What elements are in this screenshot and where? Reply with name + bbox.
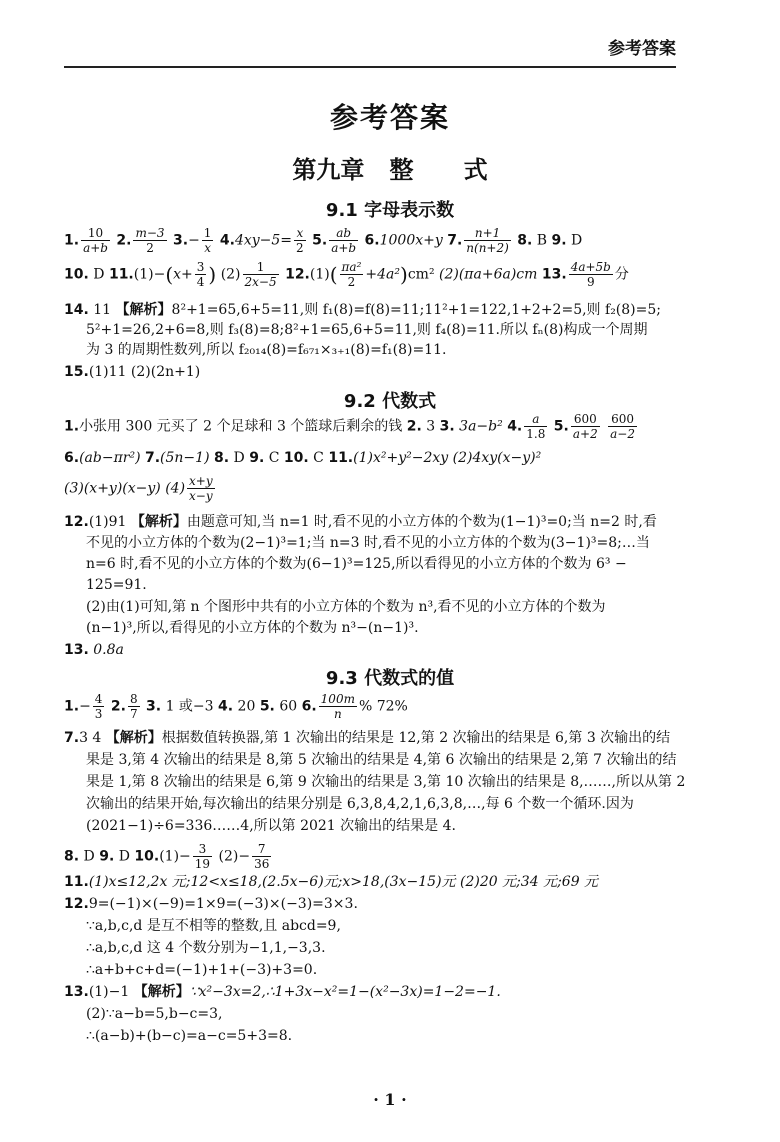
answer-line: 125=91. [86,577,147,593]
answer-line: n=6 时,看不见的小立方体的个数为(6−1)³=125,所以看得见的小立方体的个数为 6³ − [86,556,627,572]
answer-line: ∴a+b+c+d=(−1)+1+(−3)+3=0. [86,962,318,978]
answer-line: 15.(1)11 (2)(2n+1) [64,364,201,380]
header-label: 参考答案 [608,39,676,59]
answer-line: 不见的小立方体的个数为(2−1)³=1;当 n=3 时,看不见的小立方体的个数为(3−1)³=8;…当 [86,535,650,551]
answer-line: 1. $\frac{10}{a+b}$ 2. $\frac{m-3}{2}$ 3.− $\frac{1}{x}$ 4.4xy−5= $\frac{x}{2}$ 5. $\frac{ab}{a+b}$ 6.1000x+y 7. $\frac{n+1}{n(n+2)}$ 8. B 9. D [64,226,583,255]
answer-line: 6.(ab−πr²) 7.(5n−1) 8. D 9. C 10. C 11.(1)x²+y²−2xy (2)4xy(x−y)² [64,450,542,466]
answer-line: 7.3 4 【解析】根据数值转换器,第 1 次输出的结果是 12,第 2 次输出的结果是 6,第 3 次输出的结 [64,730,671,746]
page-number: · 1 · [373,1090,407,1109]
answer-line: ∵a,b,c,d 是互不相等的整数,且 abcd=9, [86,918,341,934]
answer-line: 5²+1=26,2+6=8,则 f₃(8)=8;8²+1=65,6+5=11,则 f₄(8)=11.所以 fₙ(8)构成一个周期 [86,322,648,338]
answer-line: (2021−1)÷6=336……4,所以第 2021 次输出的结果是 4. [86,818,456,834]
answer-line: 14. 11 【解析】8²+1=65,6+5=11,则 f₁(8)=f(8)=11;11²+1=122,1+2+2=5,则 f₂(8)=5; [64,302,661,318]
answer-line: (2)∵a−b=5,b−c=3, [86,1006,223,1022]
answer-line: 11.(1)x≤12,2x 元;12<x≤18,(2.5x−6)元;x>18,(3x−15)元 (2)20 元;34 元;69 元 [64,874,599,890]
answer-line: 13.(1)−1 【解析】∵x²−3x=2,∴1+3x−x²=1−(x²−3x)=1−2=−1. [64,984,501,1000]
section-title-9-1: 9.1 字母表示数 [325,200,455,221]
section-title-9-3: 9.3 代数式的值 [325,668,455,689]
answer-line: 12.(1)91 【解析】由题意可知,当 n=1 时,看不见的小立方体的个数为(1−1)³=0;当 n=2 时,看 [64,514,657,530]
page-title: 参考答案 [329,101,450,134]
answer-line: 为 3 的周期性数列,所以 f₂₀₁₄(8)=f₆₇₁×₃₊₁(8)=f₁(8)=11. [86,342,447,358]
answer-line: (2)由(1)可知,第 n 个图形中共有的小立方体的个数为 n³,看不见的小立方体的个数为 [86,599,606,615]
answer-line: 10. D 11.(1)−(x+ $\frac{3}{4}$ ) (2) $\frac{1}{2x-5}$ 12.(1)( $\frac{\text{πa²}}{2}$ +4a²)cm² (2)(πa+6a)cm 13. $\frac{4a+5b}{9}$ 分 [64,260,629,289]
answer-line: ∴(a−b)+(b−c)=a−c=5+3=8. [86,1028,293,1044]
answer-line: 8. D 9. D 10.(1)− $\frac{3}{19}$ (2)− $\frac{7}{36}$ [64,842,270,871]
answer-line: 果是 3,第 4 次输出的结果是 8,第 5 次输出的结果是 4,第 6 次输出的结果是 2,第 7 次输出的结 [86,752,677,768]
answer-line: 果是 1,第 8 次输出的结果是 6,第 9 次输出的结果是 3,第 10 次输出的结果是 8,……,所以从第 2 [86,774,686,790]
answer-line: 13. 0.8a [64,642,124,658]
answer-line: 12.9=(−1)×(−9)=1×9=(−3)×(−3)=3×3. [64,896,358,912]
answer-line: 次输出的结果开始,每次输出的结果分别是 6,3,8,4,2,1,6,3,8,…,每 6 个数一个循环.因为 [86,796,634,812]
chapter-title: 第九章 整 式 [292,156,488,184]
answer-line: 1.− $\frac{4}{3}$ 2. $\frac{8}{7}$ 3. 1 或−3 4. 20 5. 60 6. $\frac{100m}{n}$ % 72% [64,692,408,721]
answer-line: 1.小张用 300 元买了 2 个足球和 3 个篮球后剩余的钱 2. 3 3. 3a−b² 4. $\frac{a}{1.8}$ 5. $\frac{600}{a+2}$ $\frac{600}{a-2}$ [64,412,635,441]
answer-line: (3)(x+y)(x−y) (4) $\frac{x+y}{x-y}$ [64,474,213,503]
answer-line: (n−1)³,所以,看得见的小立方体的个数为 n³−(n−1)³. [86,620,419,636]
page-header [64,30,676,68]
answer-line: ∴a,b,c,d 这 4 个数分别为−1,1,−3,3. [86,940,326,956]
section-title-9-2: 9.2 代数式 [343,391,437,412]
